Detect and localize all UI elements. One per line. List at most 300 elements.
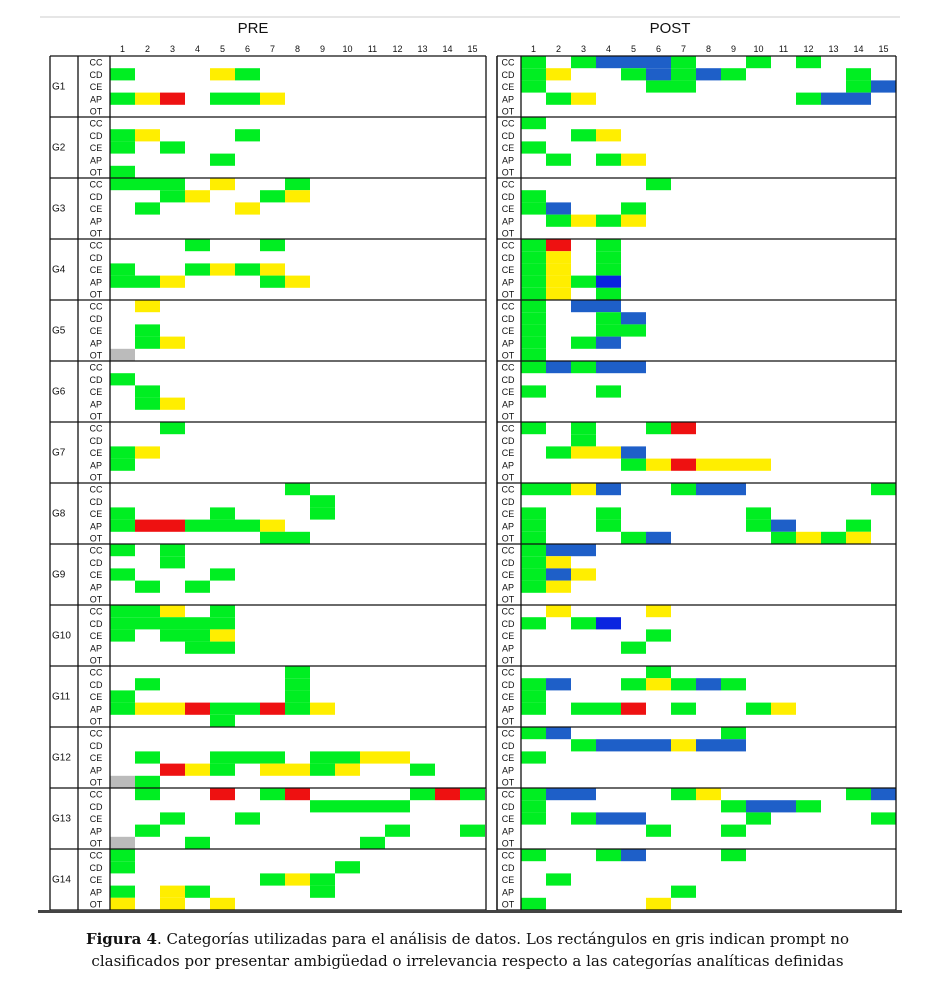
pre-column-label: 14 — [442, 44, 453, 54]
post-category-label: AP — [501, 216, 515, 227]
post-cell-G4-AP-1 — [521, 276, 546, 288]
pre-cell-G13-CD-10 — [335, 800, 360, 812]
pre-cell-G13-OT-4 — [185, 837, 210, 849]
pre-category-label: OT — [89, 472, 103, 483]
post-cell-G4-AP-2 — [546, 276, 571, 288]
post-cell-G6-CE-4 — [596, 385, 621, 397]
pre-cell-G14-OT-1 — [110, 898, 135, 910]
pre-cell-G12-AP-13 — [410, 764, 435, 776]
post-cell-G8-CC-4 — [596, 483, 621, 495]
pre-cell-G11-AP-5 — [210, 703, 235, 715]
post-column-label: 9 — [730, 44, 737, 54]
post-cell-G11-AP-5 — [621, 703, 646, 715]
pre-cell-G7-CE-2 — [135, 446, 160, 458]
post-category-label: OT — [501, 106, 515, 117]
post-cell-G9-CE-3 — [571, 568, 596, 580]
post-cell-G11-CC-6 — [646, 666, 671, 678]
post-cell-G10-CD-4 — [596, 617, 621, 629]
pre-cell-G3-CE-6 — [235, 202, 260, 214]
post-category-label: AP — [501, 704, 515, 715]
pre-cell-G4-CE-5 — [210, 263, 235, 275]
pre-cell-G9-AP-4 — [185, 581, 210, 593]
post-category-label: CD — [501, 435, 515, 446]
pre-cell-G10-CD-4 — [185, 617, 210, 629]
post-cell-G4-CE-1 — [521, 263, 546, 275]
post-cell-G11-CD-1 — [521, 678, 546, 690]
pre-cell-G4-CE-1 — [110, 263, 135, 275]
post-cell-G8-OT-12 — [796, 532, 821, 544]
pre-category-label: CC — [89, 179, 103, 190]
pre-category-label: OT — [89, 228, 103, 239]
pre-category-label: CC — [89, 484, 103, 495]
pre-cell-G8-AP-3 — [160, 520, 185, 532]
post-cell-G8-AP-4 — [596, 520, 621, 532]
pre-category-label: AP — [89, 765, 103, 776]
pre-category-label: CC — [89, 850, 103, 861]
pre-cell-G11-AP-1 — [110, 703, 135, 715]
pre-cell-G13-CE-3 — [160, 812, 185, 824]
post-cell-G5-OT-1 — [521, 349, 546, 361]
post-column-label: 7 — [680, 44, 687, 54]
pre-cell-G11-CC-8 — [285, 666, 310, 678]
post-category-label: CE — [501, 265, 515, 276]
post-cell-G11-CD-5 — [621, 678, 646, 690]
post-category-label: OT — [501, 411, 515, 422]
pre-cell-G13-OT-1 — [110, 837, 135, 849]
post-category-label: CD — [501, 862, 515, 873]
post-cell-G13-CC-7 — [671, 788, 696, 800]
pre-cell-G4-CC-4 — [185, 239, 210, 251]
pre-cell-G10-AP-4 — [185, 642, 210, 654]
post-cell-G1-CD-2 — [546, 68, 571, 80]
post-cell-G8-AP-10 — [746, 520, 771, 532]
pre-cell-G8-AP-2 — [135, 520, 160, 532]
bottom-rule — [38, 910, 902, 913]
post-category-label: CE — [501, 204, 515, 215]
pre-cell-G3-CC-1 — [110, 178, 135, 190]
pre-cell-G10-CE-3 — [160, 629, 185, 641]
pre-category-label: AP — [89, 704, 103, 715]
pre-category-label: AP — [89, 94, 103, 105]
pre-category-label: AP — [89, 155, 103, 166]
post-cell-G2-CD-3 — [571, 129, 596, 141]
post-category-label: CE — [501, 143, 515, 154]
post-cell-G12-CD-5 — [621, 739, 646, 751]
post-category-label: AP — [501, 155, 515, 166]
post-cell-G3-CE-2 — [546, 202, 571, 214]
post-cell-G14-CC-4 — [596, 849, 621, 861]
post-column-label: 15 — [878, 44, 889, 54]
post-category-label: CE — [501, 692, 515, 703]
post-category-label: AP — [501, 521, 515, 532]
post-cell-G5-CD-5 — [621, 312, 646, 324]
pre-cell-G1-CD-6 — [235, 68, 260, 80]
post-cell-G4-CD-2 — [546, 251, 571, 263]
post-cell-G13-CD-11 — [771, 800, 796, 812]
post-category-label: OT — [501, 472, 515, 483]
pre-category-label: CE — [89, 875, 103, 886]
pre-cell-G11-AP-6 — [235, 703, 260, 715]
post-cell-G1-CC-12 — [796, 56, 821, 68]
post-cell-G2-AP-5 — [621, 154, 646, 166]
pre-cell-G10-CC-1 — [110, 605, 135, 617]
post-cell-G3-AP-4 — [596, 215, 621, 227]
post-cell-G8-CE-1 — [521, 507, 546, 519]
post-category-label: CD — [501, 740, 515, 751]
post-cell-G8-CC-3 — [571, 483, 596, 495]
post-category-label: OT — [501, 289, 515, 300]
pre-category-label: CD — [89, 557, 103, 568]
post-cell-G9-CC-2 — [546, 544, 571, 556]
post-cell-G11-CD-9 — [721, 678, 746, 690]
pre-cell-G14-CD-1 — [110, 861, 135, 873]
post-cell-G11-CD-2 — [546, 678, 571, 690]
pre-category-label: AP — [89, 643, 103, 654]
group-label: G13 — [52, 813, 71, 825]
post-category-label: CC — [501, 179, 515, 190]
pre-column-label: 15 — [467, 44, 478, 54]
post-cell-G12-CE-1 — [521, 751, 546, 763]
post-cell-G10-AP-5 — [621, 642, 646, 654]
post-cell-G7-CC-3 — [571, 422, 596, 434]
pre-cell-G13-CC-5 — [210, 788, 235, 800]
pre-cell-G12-CE-12 — [385, 751, 410, 763]
pre-cell-G14-CE-7 — [260, 873, 285, 885]
post-cell-G8-AP-11 — [771, 520, 796, 532]
post-cell-G11-AP-1 — [521, 703, 546, 715]
pre-category-label: CD — [89, 801, 103, 812]
post-cell-G5-CE-1 — [521, 324, 546, 336]
post-cell-G9-CE-2 — [546, 568, 571, 580]
post-column-label: 1 — [530, 44, 537, 54]
pre-cell-G6-AP-2 — [135, 398, 160, 410]
pre-cell-G1-AP-5 — [210, 93, 235, 105]
pre-cell-G11-CD-8 — [285, 678, 310, 690]
post-cell-G7-CC-6 — [646, 422, 671, 434]
group-label: G2 — [52, 142, 66, 154]
pre-category-label: AP — [89, 826, 103, 837]
pre-cell-G14-CE-8 — [285, 873, 310, 885]
pre-category-label: AP — [89, 338, 103, 349]
post-cell-G4-OT-1 — [521, 288, 546, 300]
pre-cell-G12-CE-5 — [210, 751, 235, 763]
post-cell-G2-CD-4 — [596, 129, 621, 141]
pre-category-label: CD — [89, 435, 103, 446]
post-cell-G7-AP-6 — [646, 459, 671, 471]
post-cell-G13-AP-6 — [646, 825, 671, 837]
post-category-label: CD — [501, 801, 515, 812]
pre-category-label: CD — [89, 130, 103, 141]
pre-cell-G4-CE-4 — [185, 263, 210, 275]
pre-cell-G3-CE-2 — [135, 202, 160, 214]
pre-cell-G5-AP-2 — [135, 337, 160, 349]
post-cell-G2-AP-4 — [596, 154, 621, 166]
pre-cell-G12-CE-2 — [135, 751, 160, 763]
post-cell-G8-OT-5 — [621, 532, 646, 544]
pre-category-label: CD — [89, 374, 103, 385]
post-category-label: AP — [501, 94, 515, 105]
pre-category-label: CE — [89, 753, 103, 764]
pre-cell-G12-CE-6 — [235, 751, 260, 763]
post-category-label: CE — [501, 509, 515, 520]
post-category-label: CD — [501, 69, 515, 80]
pre-cell-G13-CE-6 — [235, 812, 260, 824]
pre-cell-G4-AP-3 — [160, 276, 185, 288]
post-category-label: CC — [501, 240, 515, 251]
post-cell-G3-CD-1 — [521, 190, 546, 202]
pre-category-label: OT — [89, 106, 103, 117]
pre-cell-G14-AP-9 — [310, 886, 335, 898]
pre-category-label: AP — [89, 216, 103, 227]
post-cell-G1-CD-6 — [646, 68, 671, 80]
post-cell-G5-CD-1 — [521, 312, 546, 324]
label-layer — [52, 44, 889, 910]
post-cell-G1-CE-15 — [871, 80, 896, 92]
pre-cell-G11-CE-1 — [110, 690, 135, 702]
post-category-label: CD — [501, 130, 515, 141]
post-cell-G4-OT-4 — [596, 288, 621, 300]
pre-category-label: CE — [89, 204, 103, 215]
pre-column-label: 3 — [169, 44, 176, 54]
pre-category-label: CC — [89, 545, 103, 556]
post-category-label: CD — [501, 313, 515, 324]
post-category-label: CD — [501, 252, 515, 263]
pre-category-label: CE — [89, 326, 103, 337]
post-cell-G3-CE-5 — [621, 202, 646, 214]
post-cell-G14-CC-5 — [621, 849, 646, 861]
pre-cell-G13-AP-15 — [460, 825, 485, 837]
pre-category-label: CE — [89, 387, 103, 398]
pre-category-label: CD — [89, 191, 103, 202]
post-cell-G11-AP-10 — [746, 703, 771, 715]
post-cell-G7-AP-7 — [671, 459, 696, 471]
post-cell-G10-CD-1 — [521, 617, 546, 629]
pre-cell-G14-OT-5 — [210, 898, 235, 910]
post-cell-G3-CC-6 — [646, 178, 671, 190]
pre-cell-G13-CC-14 — [435, 788, 460, 800]
pre-category-label: CE — [89, 631, 103, 642]
post-category-label: OT — [501, 594, 515, 605]
post-cell-G1-CC-7 — [671, 56, 696, 68]
pre-category-label: CC — [89, 57, 103, 68]
group-label: G5 — [52, 325, 66, 337]
pre-cell-G13-CC-8 — [285, 788, 310, 800]
post-cell-G8-CC-7 — [671, 483, 696, 495]
pre-cell-G4-AP-8 — [285, 276, 310, 288]
post-cell-G13-CC-3 — [571, 788, 596, 800]
post-category-label: OT — [501, 838, 515, 849]
post-cell-G6-CC-4 — [596, 361, 621, 373]
post-cell-G8-OT-14 — [846, 532, 871, 544]
post-cell-G6-CC-1 — [521, 361, 546, 373]
post-category-label: CC — [501, 423, 515, 434]
pre-cell-G13-CC-15 — [460, 788, 485, 800]
pre-column-label: 9 — [319, 44, 326, 54]
post-category-label: AP — [501, 460, 515, 471]
group-label: G10 — [52, 630, 71, 642]
post-cell-G1-CC-6 — [646, 56, 671, 68]
post-column-label: 12 — [803, 44, 814, 54]
pre-cell-G13-CC-2 — [135, 788, 160, 800]
pre-cell-G12-AP-10 — [335, 764, 360, 776]
post-cell-G12-CD-6 — [646, 739, 671, 751]
pre-category-label: OT — [89, 533, 103, 544]
pre-cell-G9-CC-1 — [110, 544, 135, 556]
pre-category-label: OT — [89, 289, 103, 300]
post-cell-G5-CD-4 — [596, 312, 621, 324]
pre-cell-G10-CE-1 — [110, 629, 135, 641]
post-column-label: 5 — [630, 44, 637, 54]
pre-cell-G1-AP-2 — [135, 93, 160, 105]
post-cell-G8-CC-2 — [546, 483, 571, 495]
post-cell-G8-CC-9 — [721, 483, 746, 495]
post-cell-G5-AP-1 — [521, 337, 546, 349]
group-label: G14 — [52, 874, 71, 886]
post-cell-G7-CE-3 — [571, 446, 596, 458]
post-cell-G5-CC-3 — [571, 300, 596, 312]
pre-category-label: CC — [89, 789, 103, 800]
post-cell-G13-CE-10 — [746, 812, 771, 824]
post-cell-G4-OT-2 — [546, 288, 571, 300]
post-cell-G5-CE-5 — [621, 324, 646, 336]
pre-cell-G6-CE-2 — [135, 385, 160, 397]
pre-category-label: OT — [89, 350, 103, 361]
pre-column-label: 11 — [367, 44, 378, 54]
pre-cell-G2-AP-5 — [210, 154, 235, 166]
post-cell-G13-CC-8 — [696, 788, 721, 800]
post-cell-G12-CD-7 — [671, 739, 696, 751]
post-category-label: CD — [501, 557, 515, 568]
pre-cell-G12-AP-5 — [210, 764, 235, 776]
pre-cell-G13-AP-2 — [135, 825, 160, 837]
post-cell-G10-CD-3 — [571, 617, 596, 629]
post-column-label: 11 — [778, 44, 789, 54]
post-cell-G6-CC-3 — [571, 361, 596, 373]
post-cell-G5-CE-4 — [596, 324, 621, 336]
pre-cell-G11-AP-7 — [260, 703, 285, 715]
post-cell-G9-CD-2 — [546, 556, 571, 568]
pre-category-label: CE — [89, 692, 103, 703]
post-cell-G1-AP-2 — [546, 93, 571, 105]
caption-label: Figura 4 — [85, 930, 157, 948]
post-cell-G1-CD-9 — [721, 68, 746, 80]
pre-category-label: CD — [89, 679, 103, 690]
pre-cell-G5-CC-2 — [135, 300, 160, 312]
pre-column-label: 8 — [294, 44, 301, 54]
pre-cell-G3-CC-3 — [160, 178, 185, 190]
post-cell-G12-CC-1 — [521, 727, 546, 739]
post-category-label: AP — [501, 643, 515, 654]
pre-cell-G14-CC-1 — [110, 849, 135, 861]
post-cell-G1-CC-4 — [596, 56, 621, 68]
pre-cell-G3-CC-8 — [285, 178, 310, 190]
post-cell-G9-AP-2 — [546, 581, 571, 593]
pre-category-label: CC — [89, 362, 103, 373]
pre-cell-G12-OT-1 — [110, 776, 135, 788]
pre-category-label: OT — [89, 411, 103, 422]
post-cell-G13-AP-9 — [721, 825, 746, 837]
pre-category-label: CE — [89, 265, 103, 276]
post-category-label: OT — [501, 533, 515, 544]
pre-cell-G7-AP-1 — [110, 459, 135, 471]
post-cell-G5-CC-1 — [521, 300, 546, 312]
pre-cell-G11-AP-8 — [285, 703, 310, 715]
post-cell-G1-CD-14 — [846, 68, 871, 80]
post-cell-G4-CC-2 — [546, 239, 571, 251]
pre-cell-G3-CD-4 — [185, 190, 210, 202]
post-cell-G7-CE-5 — [621, 446, 646, 458]
pre-category-label: CD — [89, 69, 103, 80]
post-category-label: CC — [501, 118, 515, 129]
pre-cell-G10-CD-2 — [135, 617, 160, 629]
pre-cell-G14-CD-10 — [335, 861, 360, 873]
post-cell-G5-AP-3 — [571, 337, 596, 349]
post-category-label: AP — [501, 887, 515, 898]
panel-title-pre: PRE — [237, 20, 269, 37]
pre-cell-G8-AP-1 — [110, 520, 135, 532]
pre-cell-G5-OT-1 — [110, 349, 135, 361]
post-cell-G13-CE-5 — [621, 812, 646, 824]
pre-cell-G11-OT-5 — [210, 715, 235, 727]
pre-cell-G11-CD-2 — [135, 678, 160, 690]
pre-column-label: 2 — [144, 44, 151, 54]
pre-cell-G1-CD-1 — [110, 68, 135, 80]
post-cell-G12-CC-9 — [721, 727, 746, 739]
post-cell-G1-CE-7 — [671, 80, 696, 92]
post-cell-G9-CC-3 — [571, 544, 596, 556]
pre-cell-G11-AP-3 — [160, 703, 185, 715]
pre-category-label: CE — [89, 509, 103, 520]
post-cell-G10-CC-6 — [646, 605, 671, 617]
post-category-label: CE — [501, 82, 515, 93]
post-cell-G4-AP-4 — [596, 276, 621, 288]
pre-cell-G13-CD-11 — [360, 800, 385, 812]
post-cell-G11-CD-6 — [646, 678, 671, 690]
post-cell-G1-AP-14 — [846, 93, 871, 105]
pre-cell-G8-AP-4 — [185, 520, 210, 532]
pre-cell-G11-AP-4 — [185, 703, 210, 715]
pre-column-label: 7 — [269, 44, 276, 54]
post-cell-G14-CE-2 — [546, 873, 571, 885]
group-label: G9 — [52, 569, 66, 581]
pre-category-label: OT — [89, 838, 103, 849]
post-cell-G1-CE-1 — [521, 80, 546, 92]
post-category-label: CD — [501, 191, 515, 202]
post-category-label: CC — [501, 789, 515, 800]
pre-category-label: CC — [89, 667, 103, 678]
post-cell-G8-CC-15 — [871, 483, 896, 495]
pre-cell-G5-AP-3 — [160, 337, 185, 349]
pre-cell-G3-CC-5 — [210, 178, 235, 190]
post-cell-G7-AP-5 — [621, 459, 646, 471]
post-category-label: OT — [501, 167, 515, 178]
post-column-label: 3 — [580, 44, 587, 54]
post-cell-G3-AP-5 — [621, 215, 646, 227]
pre-cell-G1-CD-5 — [210, 68, 235, 80]
post-cell-G11-CD-7 — [671, 678, 696, 690]
post-cell-G4-AP-3 — [571, 276, 596, 288]
post-cell-G8-OT-11 — [771, 532, 796, 544]
pre-cell-G8-CE-9 — [310, 507, 335, 519]
pre-cell-G5-CE-2 — [135, 324, 160, 336]
pre-cell-G11-AP-9 — [310, 703, 335, 715]
pre-category-label: OT — [89, 716, 103, 727]
group-label: G3 — [52, 203, 66, 215]
post-category-label: CC — [501, 667, 515, 678]
post-cell-G3-CE-1 — [521, 202, 546, 214]
post-category-label: OT — [501, 655, 515, 666]
post-cell-G11-CE-1 — [521, 690, 546, 702]
